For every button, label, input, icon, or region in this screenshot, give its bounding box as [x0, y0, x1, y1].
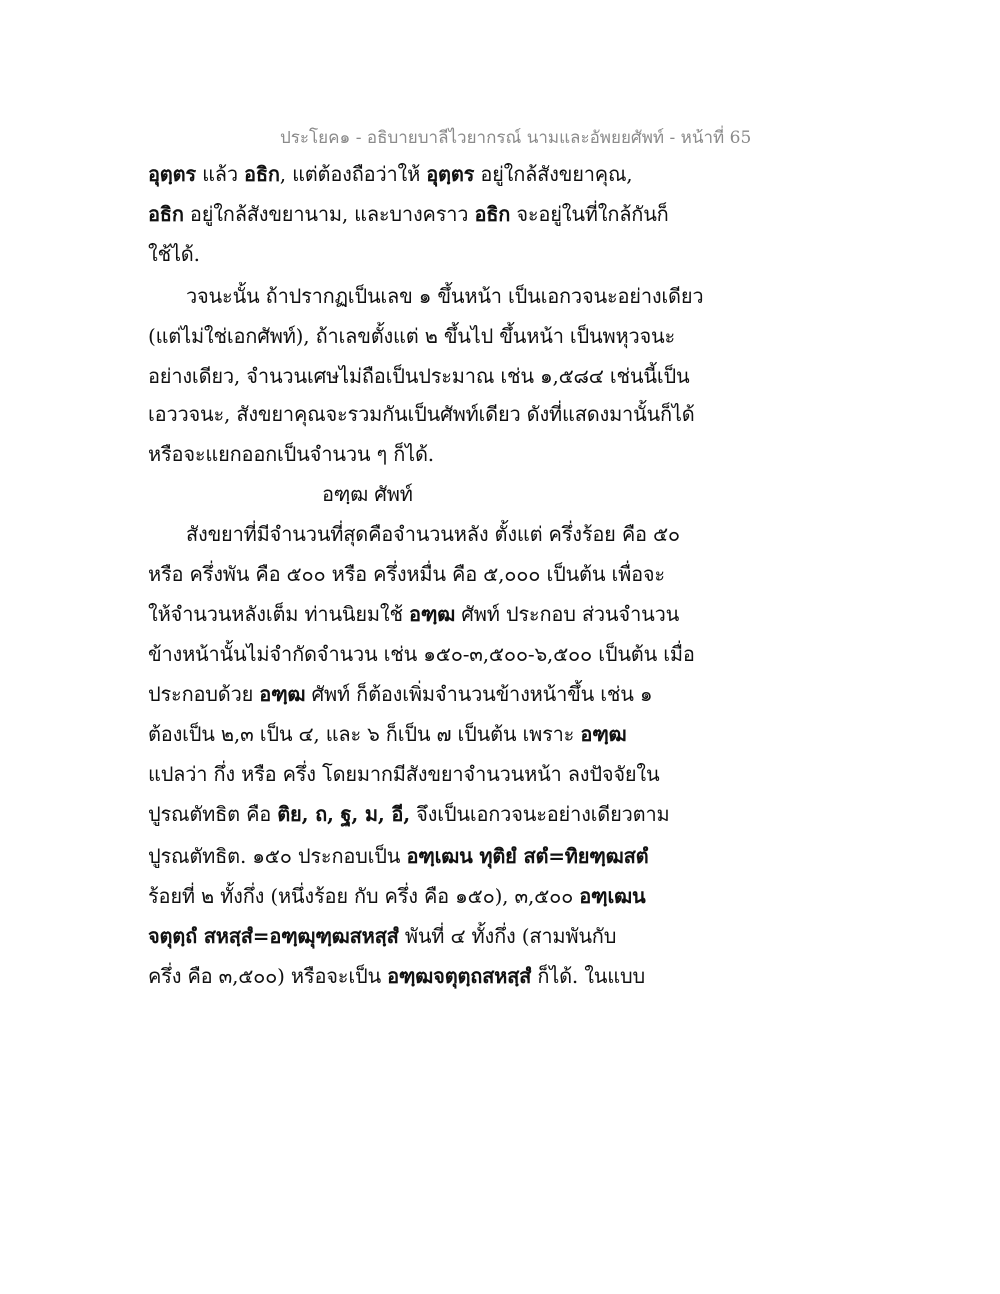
text-line	[148, 600, 679, 628]
text-line	[148, 440, 434, 468]
text-segment: ศัพท์ ก็ต้องเพิ่มจำนวนข้างหน้าขึ้น เช่น ๑	[305, 682, 653, 706]
text-segment: ให้จำนวนหลังเต็ม ท่านนิยมใช้	[148, 602, 410, 626]
text-segment: ข้างหน้านั้นไม่จำกัดจำนวน เช่น ๑๕๐-๓,๕๐๐-๖,๕๐๐ เป็นต้น เมื่อ	[148, 642, 695, 666]
bold-term: อุตฺตร	[148, 162, 196, 186]
text-segment: หรือจะแยกออกเป็นจำนวน ๆ ก็ได้.	[148, 442, 434, 466]
text-line	[148, 720, 626, 748]
text-segment: ครึ่ง คือ ๓,๕๐๐) หรือจะเป็น	[148, 964, 388, 988]
page-header: ประโยค๑ - อธิบายบาลีไวยากรณ์ นามและอัพยยศัพท์ - หน้าที่ 65	[280, 128, 752, 148]
text-segment: ประกอบด้วย	[148, 682, 260, 706]
text-segment: ใช้ได้.	[148, 242, 200, 266]
text-segment: แล้ว	[195, 162, 245, 186]
text-line	[186, 282, 703, 310]
text-line	[148, 362, 689, 390]
text-segment: อย่างเดียว, จำนวนเศษไม่ถือเป็นประมาณ เช่น ๑,๕๘๔ เช่นนี้เป็น	[148, 364, 690, 388]
section-heading	[322, 480, 413, 508]
bold-term: จตุตฺถํ สหสฺสํ=อฑฺฒุฑฺฒสหสฺสํ	[148, 924, 399, 948]
text-line	[148, 680, 652, 708]
bold-term: อธิก	[148, 202, 184, 226]
text-line	[148, 962, 645, 990]
bold-term: ติย, ถ, ฐ, ม, อี,	[277, 802, 410, 826]
text-segment: ปูรณตัทธิต คือ	[148, 802, 278, 826]
text-line	[148, 322, 675, 350]
text-segment: ปูรณตัทธิต. ๑๕๐ ประกอบเป็น	[148, 844, 407, 868]
text-segment: ต้องเป็น ๒,๓ เป็น ๔, และ ๖ ก็เป็น ๗ เป็นต้น เพราะ	[148, 722, 581, 746]
bold-term: อธิก	[244, 162, 280, 186]
text-segment: สังขยาที่มีจำนวนที่สุดคือจำนวนหลัง ตั้งแต่ ครึ่งร้อย คือ ๕๐	[186, 522, 680, 546]
text-line	[148, 560, 665, 588]
text-line	[148, 800, 669, 828]
text-segment: ร้อยที่ ๒ ทั้งกึ่ง (หนึ่งร้อย กับ ครึ่ง คือ ๑๕๐), ๓,๕๐๐	[148, 884, 580, 908]
bold-term: อฑฺฒจตุตฺถสหสฺสํ	[387, 964, 532, 988]
text-line	[148, 842, 648, 870]
text-line	[148, 640, 695, 668]
bold-term: อฑฺเฒน ทุติยํ สตํ=ทิยฑฺฒสตํ	[406, 844, 649, 868]
text-segment: พันที่ ๔ ทั้งกึ่ง (สามพันกับ	[398, 924, 617, 948]
text-line	[186, 520, 680, 548]
text-segment: อฑฺฒ ศัพท์	[322, 482, 413, 506]
text-segment: จึงเป็นเอกวจนะอย่างเดียวตาม	[409, 802, 670, 826]
text-line	[148, 760, 659, 788]
text-segment: อยู่ใกล้สังขยานาม, และบางคราว	[183, 202, 475, 226]
text-segment: เอววจนะ, สังขยาคุณจะรวมกันเป็นศัพท์เดียว ดังที่แสดงมานั้นก็ได้	[148, 402, 695, 426]
text-segment: ศัพท์ ประกอบ ส่วนจำนวน	[455, 602, 680, 626]
text-line	[148, 922, 616, 950]
text-line	[148, 160, 632, 188]
text-segment: วจนะนั้น ถ้าปรากฏเป็นเลข ๑ ขึ้นหน้า เป็นเอกวจนะอย่างเดียว	[186, 284, 704, 308]
text-segment: หรือ ครึ่งพัน คือ ๕๐๐ หรือ ครึ่งหมื่น คือ ๕,๐๐๐ เป็นต้น เพื่อจะ	[148, 562, 665, 586]
bold-term: อฑฺฒ	[409, 602, 456, 626]
text-segment: , แต่ต้องถือว่าให้	[279, 162, 427, 186]
text-line	[148, 882, 645, 910]
bold-term: อฑฺเฒน	[579, 884, 646, 908]
text-segment: (แต่ไม่ใช่เอกศัพท์), ถ้าเลขตั้งแต่ ๒ ขึ้นไป ขึ้นหน้า เป็นพหุวจนะ	[148, 324, 676, 348]
bold-term: อฑฺฒ	[580, 722, 627, 746]
bold-term: อุตฺตร	[426, 162, 475, 186]
text-line	[148, 200, 669, 228]
text-segment: ก็ได้. ในแบบ	[531, 964, 645, 988]
text-segment: อยู่ใกล้สังขยาคุณ,	[474, 162, 633, 186]
text-line	[148, 400, 695, 428]
text-line	[148, 240, 200, 268]
bold-term: อธิก	[474, 202, 511, 226]
bold-term: อฑฺฒ	[259, 682, 306, 706]
text-segment: แปลว่า กึ่ง หรือ ครึ่ง โดยมากมีสังขยาจำนวนหน้า ลงปัจจัยใน	[148, 762, 660, 786]
text-segment: จะอยู่ในที่ใกล้กันก็	[510, 202, 669, 226]
